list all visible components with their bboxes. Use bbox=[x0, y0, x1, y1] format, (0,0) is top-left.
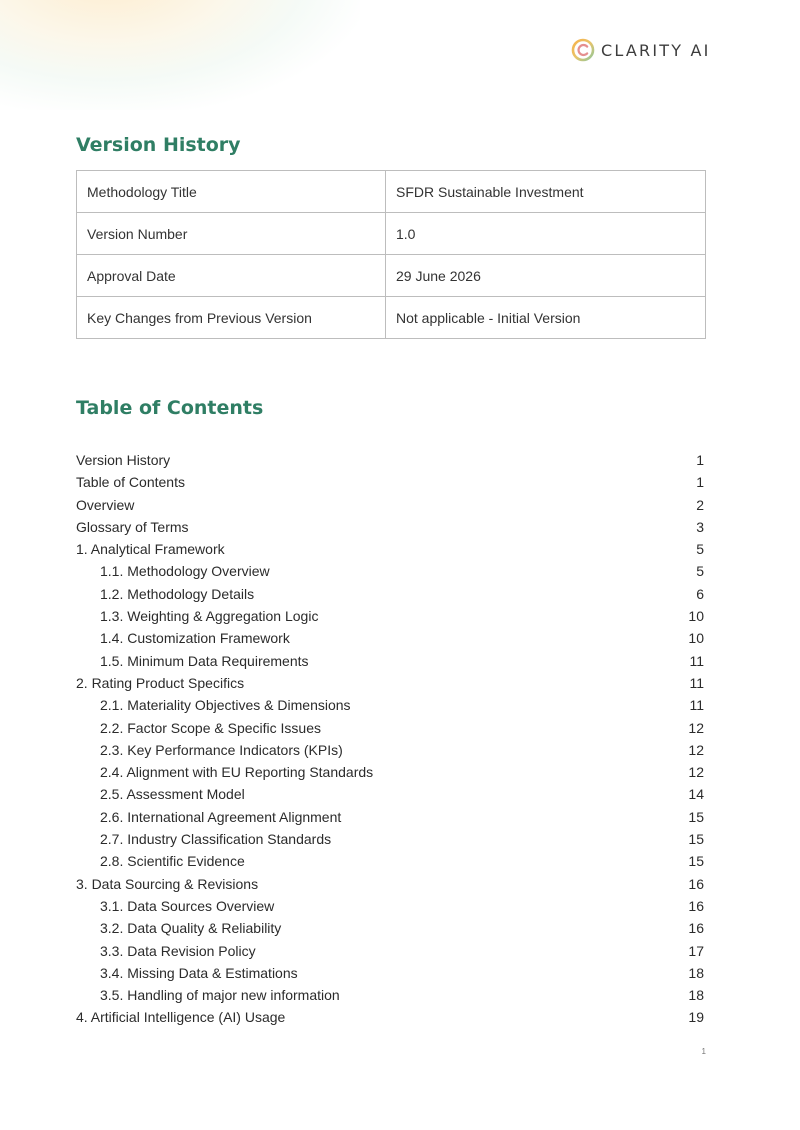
toc-entry[interactable] bbox=[76, 694, 704, 716]
table-of-contents-list bbox=[76, 449, 704, 1029]
toc-entry-label[interactable]: Table of Contents bbox=[76, 474, 185, 491]
toc-entry-label[interactable]: 2.8. Scientific Evidence bbox=[100, 853, 245, 870]
toc-entry[interactable] bbox=[76, 560, 704, 582]
toc-entry-label[interactable]: 3. Data Sourcing & Revisions bbox=[76, 875, 259, 892]
toc-entry-page: 12 bbox=[688, 764, 704, 781]
page-number: 1 bbox=[701, 1047, 706, 1056]
toc-entry[interactable] bbox=[76, 806, 704, 828]
toc-entry[interactable] bbox=[76, 583, 704, 605]
toc-entry[interactable] bbox=[76, 471, 704, 493]
toc-entry-page: 6 bbox=[696, 585, 704, 602]
row-value: Not applicable - Initial Version bbox=[386, 297, 706, 339]
toc-entry[interactable] bbox=[76, 650, 704, 672]
row-key: Version Number bbox=[77, 213, 386, 255]
toc-entry-label[interactable]: 1.3. Weighting & Aggregation Logic bbox=[100, 608, 319, 625]
toc-entry[interactable] bbox=[76, 1006, 704, 1028]
toc-entry-label[interactable]: Version History bbox=[76, 452, 171, 468]
row-value: 1.0 bbox=[386, 213, 706, 255]
toc-entry-page: 18 bbox=[688, 964, 704, 981]
toc-entry-page: 11 bbox=[689, 652, 704, 669]
row-key: Methodology Title bbox=[77, 171, 386, 213]
toc-entry-label[interactable]: 2.5. Assessment Model bbox=[100, 786, 245, 803]
toc-entry-label[interactable]: Overview bbox=[76, 496, 135, 513]
toc-entry-page: 10 bbox=[688, 608, 704, 625]
toc-entry-page: 17 bbox=[688, 942, 704, 959]
toc-entry-page: 12 bbox=[688, 741, 704, 758]
toc-entry-label[interactable]: 2.6. International Agreement Alignment bbox=[100, 808, 342, 825]
toc-entry[interactable] bbox=[76, 627, 704, 649]
toc-entry-label[interactable]: 1.5. Minimum Data Requirements bbox=[100, 652, 309, 669]
toc-entry[interactable] bbox=[76, 761, 704, 783]
toc-entry[interactable] bbox=[76, 494, 704, 516]
toc-entry-page: 3 bbox=[696, 518, 704, 535]
toc-entry-label[interactable]: 2.4. Alignment with EU Reporting Standards bbox=[100, 764, 374, 781]
toc-entry-page: 12 bbox=[688, 719, 704, 736]
toc-entry[interactable] bbox=[76, 873, 704, 895]
toc-entry[interactable] bbox=[76, 850, 704, 872]
toc-entry-page: 14 bbox=[688, 786, 704, 803]
toc-entry-page: 5 bbox=[696, 541, 704, 558]
toc-entry-page: 11 bbox=[689, 697, 704, 714]
toc-entry-page: 1 bbox=[696, 452, 704, 468]
toc-entry-page: 16 bbox=[688, 875, 704, 892]
toc-entry[interactable] bbox=[76, 449, 704, 471]
toc-entry-page: 5 bbox=[696, 563, 704, 580]
row-key: Approval Date bbox=[77, 255, 386, 297]
table-of-contents-title: Table of Contents bbox=[76, 397, 264, 419]
toc-entry-label[interactable]: 2.3. Key Performance Indicators (KPIs) bbox=[100, 741, 343, 758]
toc-entry-page: 15 bbox=[688, 853, 704, 870]
toc-entry[interactable] bbox=[76, 739, 704, 761]
toc-entry-page: 15 bbox=[688, 831, 704, 848]
toc-entry[interactable] bbox=[76, 672, 704, 694]
toc-entry-label[interactable]: 1.4. Customization Framework bbox=[100, 630, 290, 647]
table-row bbox=[77, 171, 706, 213]
brand-name: CLARITY AI bbox=[601, 40, 711, 60]
toc-entry[interactable] bbox=[76, 940, 704, 962]
toc-entry-page: 1 bbox=[696, 474, 704, 491]
toc-entry[interactable] bbox=[76, 828, 704, 850]
toc-entry-label[interactable]: 2.1. Materiality Objectives & Dimensions bbox=[100, 697, 351, 714]
toc-entry-label[interactable]: 1.2. Methodology Details bbox=[100, 585, 255, 602]
toc-entry-label[interactable]: 2. Rating Product Specifics bbox=[76, 674, 245, 691]
row-key: Key Changes from Previous Version bbox=[77, 297, 386, 339]
toc-entry-label[interactable]: 1. Analytical Framework bbox=[76, 541, 225, 558]
row-value: SFDR Sustainable Investment bbox=[386, 171, 706, 213]
toc-entry-page: 11 bbox=[689, 674, 704, 691]
toc-entry-page: 16 bbox=[688, 897, 704, 914]
toc-entry-label[interactable]: 3.5. Handling of major new information bbox=[100, 987, 340, 1004]
toc-entry[interactable] bbox=[76, 895, 704, 917]
clarity-ai-logo bbox=[571, 37, 711, 63]
toc-entry-page: 15 bbox=[688, 808, 704, 825]
toc-entry-page: 16 bbox=[688, 920, 704, 937]
table-row bbox=[77, 213, 706, 255]
clarity-ai-ring-icon bbox=[571, 38, 595, 62]
toc-entry-label[interactable]: 2.7. Industry Classification Standards bbox=[100, 831, 332, 848]
toc-entry[interactable] bbox=[76, 783, 704, 805]
header-background-glow bbox=[0, 0, 360, 110]
toc-entry[interactable] bbox=[76, 962, 704, 984]
toc-entry[interactable] bbox=[76, 516, 704, 538]
toc-entry-label[interactable]: Glossary of Terms bbox=[76, 518, 189, 535]
version-history-table bbox=[76, 170, 706, 339]
toc-entry-label[interactable]: 3.1. Data Sources Overview bbox=[100, 897, 275, 914]
toc-entry[interactable] bbox=[76, 984, 704, 1006]
toc-entry[interactable] bbox=[76, 717, 704, 739]
table-row bbox=[77, 255, 706, 297]
toc-entry-label[interactable]: 1.1. Methodology Overview bbox=[100, 563, 270, 580]
toc-entry-page: 19 bbox=[688, 1009, 704, 1026]
toc-entry-label[interactable]: 3.3. Data Revision Policy bbox=[100, 942, 256, 959]
toc-entry[interactable] bbox=[76, 917, 704, 939]
version-history-title: Version History bbox=[76, 134, 241, 156]
toc-entry-page: 10 bbox=[688, 630, 704, 647]
toc-entry-page: 2 bbox=[696, 496, 704, 513]
toc-entry-label[interactable]: 3.4. Missing Data & Estimations bbox=[100, 964, 298, 981]
toc-entry-page: 18 bbox=[688, 987, 704, 1004]
toc-entry[interactable] bbox=[76, 538, 704, 560]
toc-entry-label[interactable]: 3.2. Data Quality & Reliability bbox=[100, 920, 282, 937]
toc-entry[interactable] bbox=[76, 605, 704, 627]
row-value: 29 June 2026 bbox=[386, 255, 706, 297]
toc-entry-label[interactable]: 4. Artificial Intelligence (AI) Usage bbox=[76, 1009, 286, 1026]
toc-entry-label[interactable]: 2.2. Factor Scope & Specific Issues bbox=[100, 719, 321, 736]
table-row bbox=[77, 297, 706, 339]
